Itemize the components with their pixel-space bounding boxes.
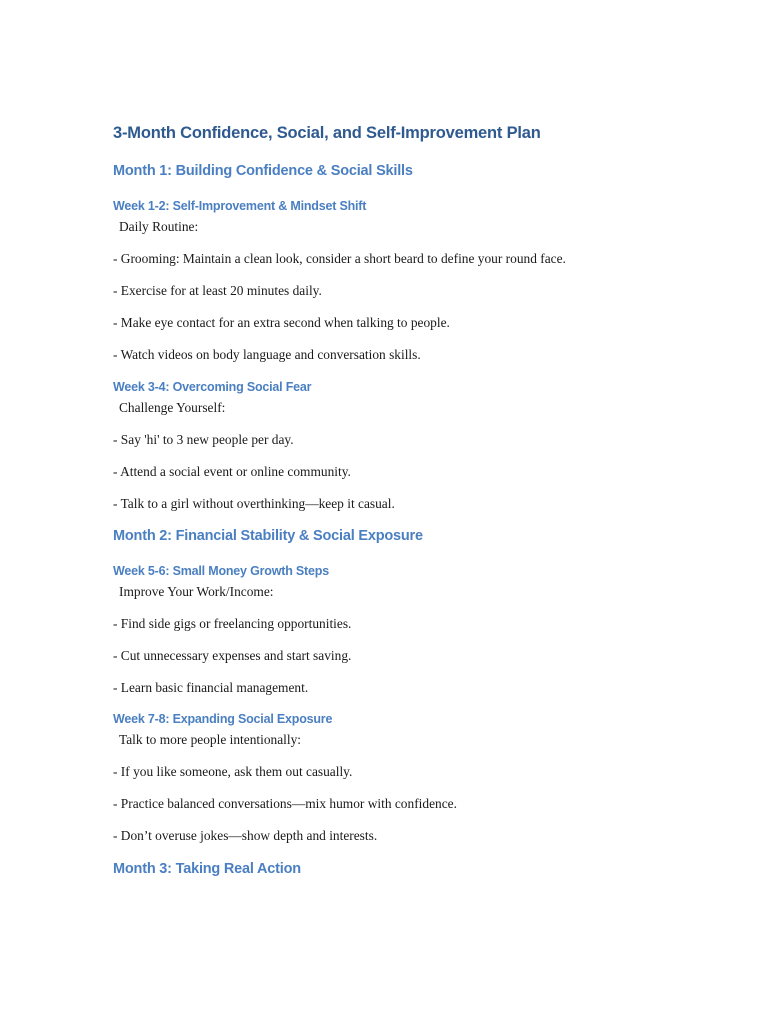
- list-item: - Learn basic financial management.: [113, 680, 309, 695]
- list-item: - Say 'hi' to 3 new people per day.: [113, 432, 294, 447]
- list-item: - Practice balanced conversations—mix humor with confidence.: [113, 796, 457, 811]
- list-item: - Talk to a girl without overthinking—keep it casual.: [113, 496, 395, 511]
- week-7-8-intro: Talk to more people intentionally:: [119, 732, 302, 747]
- week-3-4-heading: Week 3-4: Overcoming Social Fear: [113, 380, 312, 394]
- week-1-2-intro: Daily Routine:: [119, 219, 199, 234]
- list-item: - Exercise for at least 20 minutes daily.: [113, 283, 322, 298]
- document-title: 3-Month Confidence, Social, and Self-Improvement Plan: [113, 124, 541, 142]
- list-item: - Cut unnecessary expenses and start saving.: [113, 648, 352, 663]
- month-1-heading: Month 1: Building Confidence & Social Skills: [113, 163, 413, 179]
- list-item: - Grooming: Maintain a clean look, consider a short beard to define your round face.: [113, 251, 566, 266]
- list-item: - If you like someone, ask them out casually.: [113, 764, 353, 779]
- list-item: - Find side gigs or freelancing opportunities.: [113, 616, 352, 631]
- week-5-6-intro: Improve Your Work/Income:: [119, 584, 274, 599]
- month-3-heading: Month 3: Taking Real Action: [113, 861, 301, 877]
- list-item: - Don’t overuse jokes—show depth and interests.: [113, 828, 378, 843]
- list-item: - Make eye contact for an extra second when talking to people.: [113, 315, 450, 330]
- list-item: - Watch videos on body language and conversation skills.: [113, 347, 421, 362]
- week-5-6-heading: Week 5-6: Small Money Growth Steps: [113, 564, 329, 578]
- list-item: - Attend a social event or online community.: [113, 464, 351, 479]
- month-2-heading: Month 2: Financial Stability & Social Exposure: [113, 528, 423, 544]
- week-7-8-heading: Week 7-8: Expanding Social Exposure: [113, 712, 333, 726]
- week-3-4-intro: Challenge Yourself:: [119, 400, 226, 415]
- week-1-2-heading: Week 1-2: Self-Improvement & Mindset Shift: [113, 199, 367, 213]
